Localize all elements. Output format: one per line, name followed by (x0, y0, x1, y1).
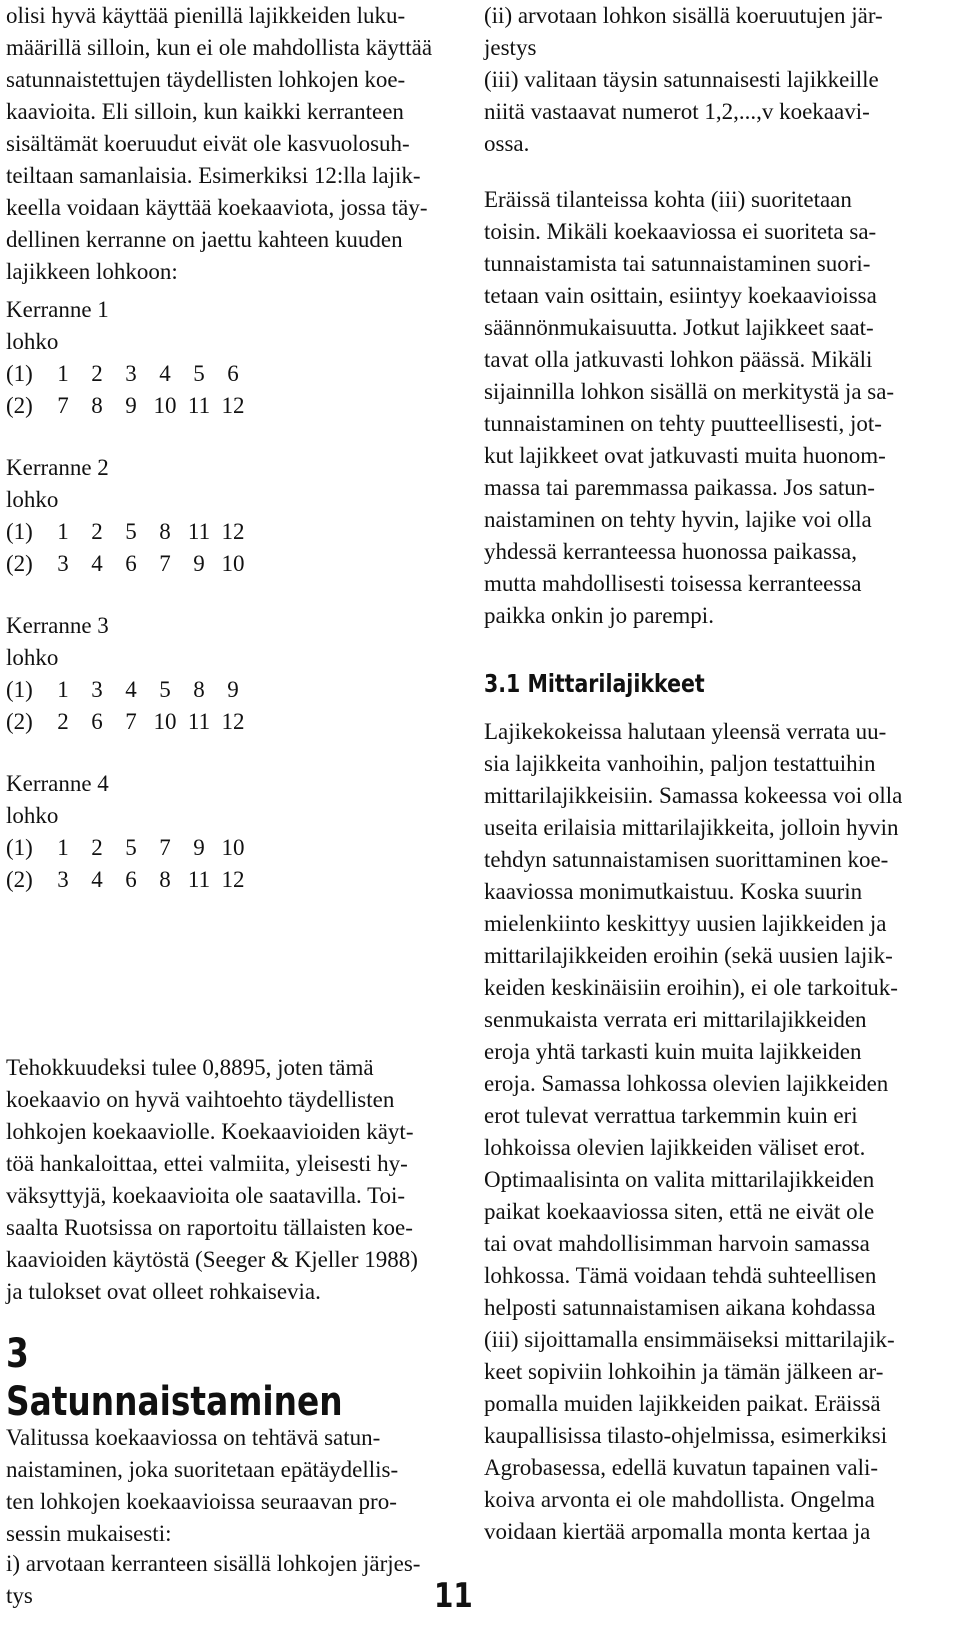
text-line: väksyttyjä, koekaavioita ole saatavilla. Toi- (6, 1183, 406, 1208)
variety-number: 4 (91, 551, 103, 576)
replicate-group (6, 768, 456, 896)
text-line: tetaan vain osittain, esiintyy koekaavioissa (484, 283, 877, 308)
text-line: mutta mahdollisesti toisessa kerranteessa (484, 571, 862, 596)
block-row (6, 548, 456, 580)
section-paragraph (6, 1422, 456, 1550)
variety-number: 10 (153, 709, 177, 734)
text-line: sijainnilla lohkon sisällä on merkitystä ja sa- (484, 379, 895, 404)
page-number: 11 (434, 1576, 473, 1616)
variety-number: 7 (159, 551, 171, 576)
text-line: eroja. Samassa lohkossa olevien lajikkeiden (484, 1071, 889, 1096)
text-line: toisin. Mikäli koekaaviossa ei suoriteta sa- (484, 219, 877, 244)
text-line: eroja yhtä tarkasti kuin muita lajikkeiden (484, 1039, 862, 1064)
text-line: jestys (484, 35, 537, 60)
block-row (6, 864, 456, 896)
block-row (6, 832, 456, 864)
block-label: (2) (6, 709, 33, 734)
text-line: helposti satunnaistamisen aikana kohdassa (484, 1295, 876, 1320)
text-line: keiden keskinäisiin eroihin), ei ole tarkoituk- (484, 975, 898, 1000)
block-row (6, 516, 456, 548)
subsection-heading: 3.1 Mittarilajikkeet (484, 669, 705, 698)
variety-number: 11 (187, 519, 211, 544)
block-row (6, 358, 456, 390)
text-line: sisältämät koeruudut eivät ole kasvuolosuh- (6, 131, 410, 156)
text-line: sia lajikkeita vanhoihin, paljon testattuihin (484, 751, 876, 776)
text-line: sessin mukaisesti: (6, 1521, 172, 1546)
text-line: määrillä silloin, kun ei ole mahdollista käyttää (6, 35, 433, 60)
variety-number: 9 (125, 393, 137, 418)
lohko-label: lohko (6, 329, 59, 354)
text-line: Optimaalisinta on valita mittarilajikkeiden (484, 1167, 875, 1192)
text-line: koiva arvonta ei ole mahdollista. Ongelma (484, 1487, 875, 1512)
variety-number: 2 (91, 835, 103, 860)
variety-number: 7 (159, 835, 171, 860)
variety-number: 1 (57, 835, 69, 860)
variety-number: 1 (57, 519, 69, 544)
text-line: tunnaistaminen on tehty puutteellisesti, jot- (484, 411, 882, 436)
text-line: säännönmukaisuutta. Jotkut lajikkeet saat- (484, 315, 874, 340)
text-line: koekaavio on hyvä vaihtoehto täydellisten (6, 1087, 395, 1112)
text-line: ten lohkojen koekaavioissa seuraavan pro- (6, 1489, 397, 1514)
variety-number: 9 (193, 551, 205, 576)
text-line: Tehokkuudeksi tulee 0,8895, joten tämä (6, 1055, 374, 1080)
variety-number: 7 (125, 709, 137, 734)
text-line: tunnaistamista tai satunnaistaminen suori- (484, 251, 871, 276)
variety-number: 3 (125, 361, 137, 386)
text-line: satunnaistettujen täydellisten lohkojen koe- (6, 67, 406, 92)
text-line: massa tai paremmassa paikassa. Jos satun- (484, 475, 875, 500)
text-line: Eräissä tilanteissa kohta (iii) suoritetaan (484, 187, 852, 212)
step-i-paragraph (6, 1548, 456, 1612)
text-line: lohkojen koekaaviolle. Koekaavioiden käyt- (6, 1119, 414, 1144)
text-line: yhdessä kerranteessa huonossa paikassa, (484, 539, 857, 564)
variety-number: 5 (125, 835, 137, 860)
variety-number: 2 (91, 361, 103, 386)
block-label: (1) (6, 835, 33, 860)
block-label: (2) (6, 393, 33, 418)
replicate-group (6, 294, 456, 422)
text-line: kaavioita. Eli silloin, kun kaikki kerranteen (6, 99, 404, 124)
text-line: tys (6, 1583, 33, 1608)
text-line: kaupallisissa tilasto-ohjelmissa, esimerkiksi (484, 1423, 888, 1448)
text-line: (ii) arvotaan lohkon sisällä koeruutujen jär- (484, 3, 883, 28)
text-line: kaavioiden käytöstä (Seeger & Kjeller 1988) (6, 1247, 418, 1272)
text-line: kut lajikkeet ovat jatkuvasti muita huonom- (484, 443, 886, 468)
variety-number: 7 (57, 393, 69, 418)
efficiency-paragraph (6, 1052, 456, 1308)
text-line: paikat koekaaviossa siten, että ne eivät ole (484, 1199, 875, 1224)
text-line: töä hankaloittaa, ettei valmiita, yleisesti hy- (6, 1151, 408, 1176)
randomization-paragraph (484, 184, 936, 632)
variety-number: 2 (57, 709, 69, 734)
check-varieties-paragraph (484, 716, 936, 1548)
replicate-group (6, 610, 456, 738)
text-line: olisi hyvä käyttää pienillä lajikkeiden luku- (6, 3, 406, 28)
variety-number: 10 (221, 835, 245, 860)
section-heading: 3 Satunnaistaminen (6, 1331, 343, 1425)
variety-number: 6 (91, 709, 103, 734)
variety-number: 11 (187, 867, 211, 892)
replicate-title: Kerranne 2 (6, 455, 109, 480)
variety-number: 6 (125, 867, 137, 892)
text-line: Agrobasessa, edellä kuvatun tapainen vali- (484, 1455, 879, 1480)
replicate-title: Kerranne 3 (6, 613, 109, 638)
text-line: Lajikekokeissa halutaan yleensä verrata uu- (484, 719, 887, 744)
text-line: (iii) valitaan täysin satunnaisesti lajikkeille (484, 67, 879, 92)
text-line: pomalla muiden lajikkeiden paikat. Eräissä (484, 1391, 881, 1416)
text-line: keella voidaan käyttää koekaaviota, jossa täy- (6, 195, 428, 220)
text-line: tavat olla jatkuvasti lohkon päässä. Mikäli (484, 347, 873, 372)
variety-number: 6 (227, 361, 239, 386)
variety-number: 4 (91, 867, 103, 892)
block-row (6, 706, 456, 738)
lohko-label: lohko (6, 487, 59, 512)
variety-number: 10 (153, 393, 177, 418)
text-line: Valitussa koekaaviossa on tehtävä satun- (6, 1425, 381, 1450)
variety-number: 3 (91, 677, 103, 702)
variety-number: 12 (221, 709, 245, 734)
variety-number: 8 (159, 519, 171, 544)
variety-number: 11 (187, 393, 211, 418)
variety-number: 11 (187, 709, 211, 734)
text-line: senmukaista verrata eri mittarilajikkeiden (484, 1007, 867, 1032)
variety-number: 12 (221, 519, 245, 544)
text-line: tai ovat mahdollisimman harvoin samassa (484, 1231, 870, 1256)
text-line: mittarilajikkeiden eroihin (sekä uusien lajik- (484, 943, 893, 968)
variety-number: 1 (57, 361, 69, 386)
variety-number: 12 (221, 867, 245, 892)
replicate-title: Kerranne 4 (6, 771, 109, 796)
variety-number: 5 (125, 519, 137, 544)
variety-number: 3 (57, 867, 69, 892)
block-row (6, 674, 456, 706)
text-line: i) arvotaan kerranteen sisällä lohkojen järjes- (6, 1551, 421, 1576)
text-line: erot tulevat verrattua tarkemmin kuin eri (484, 1103, 858, 1128)
text-line: useita erilaisia mittarilajikkeita, jolloin hyvin (484, 815, 899, 840)
block-label: (1) (6, 677, 33, 702)
text-line: lohkossa. Tämä voidaan tehdä suhteellisen (484, 1263, 877, 1288)
text-line: ossa. (484, 131, 530, 156)
block-label: (1) (6, 361, 33, 386)
block-row (6, 390, 456, 422)
replicate-title: Kerranne 1 (6, 297, 109, 322)
text-line: naistaminen, joka suoritetaan epätäydellis- (6, 1457, 399, 1482)
variety-number: 9 (227, 677, 239, 702)
text-line: dellinen kerranne on jaettu kahteen kuuden (6, 227, 403, 252)
variety-number: 1 (57, 677, 69, 702)
text-line: paikka onkin jo parempi. (484, 603, 714, 628)
variety-number: 4 (125, 677, 137, 702)
variety-number: 8 (159, 867, 171, 892)
text-line: (iii) sijoittamalla ensimmäiseksi mittarilajik- (484, 1327, 895, 1352)
variety-number: 8 (91, 393, 103, 418)
text-line: kaaviossa monimutkaistuu. Koska suurin (484, 879, 863, 904)
variety-number: 12 (221, 393, 245, 418)
text-line: keet sopiviin lohkoihin ja tämän jälkeen ar- (484, 1359, 884, 1384)
variety-number: 6 (125, 551, 137, 576)
text-line: naistaminen on tehty hyvin, lajike voi olla (484, 507, 872, 532)
text-line: mielenkiinto keskittyy uusien lajikkeiden ja (484, 911, 887, 936)
block-label: (2) (6, 867, 33, 892)
variety-number: 3 (57, 551, 69, 576)
text-line: voidaan kiertää arpomalla monta kertaa ja (484, 1519, 871, 1544)
text-line: lohkoissa olevien lajikkeiden väliset erot. (484, 1135, 866, 1160)
text-line: niitä vastaavat numerot 1,2,...,v koekaavi- (484, 99, 870, 124)
lohko-label: lohko (6, 803, 59, 828)
block-label: (2) (6, 551, 33, 576)
variety-number: 5 (193, 361, 205, 386)
text-line: lajikkeen lohkoon: (6, 259, 178, 284)
variety-number: 9 (193, 835, 205, 860)
block-label: (1) (6, 519, 33, 544)
text-line: ja tulokset ovat olleet rohkaisevia. (6, 1279, 321, 1304)
variety-number: 8 (193, 677, 205, 702)
lohko-label: lohko (6, 645, 59, 670)
variety-number: 5 (159, 677, 171, 702)
replicate-table (6, 294, 456, 896)
text-line: saalta Ruotsissa on raportoitu tällaisten koe- (6, 1215, 413, 1240)
variety-number: 4 (159, 361, 171, 386)
text-line: tehdyn satunnaistamisen suorittaminen koe- (484, 847, 889, 872)
text-line: teiltaan samanlaisia. Esimerkiksi 12:lla lajik- (6, 163, 421, 188)
variety-number: 10 (221, 551, 245, 576)
variety-number: 2 (91, 519, 103, 544)
steps-paragraph (484, 0, 936, 160)
replicate-group (6, 452, 456, 580)
intro-paragraph (6, 0, 456, 288)
text-line: mittarilajikkeisiin. Samassa kokeessa voi olla (484, 783, 903, 808)
